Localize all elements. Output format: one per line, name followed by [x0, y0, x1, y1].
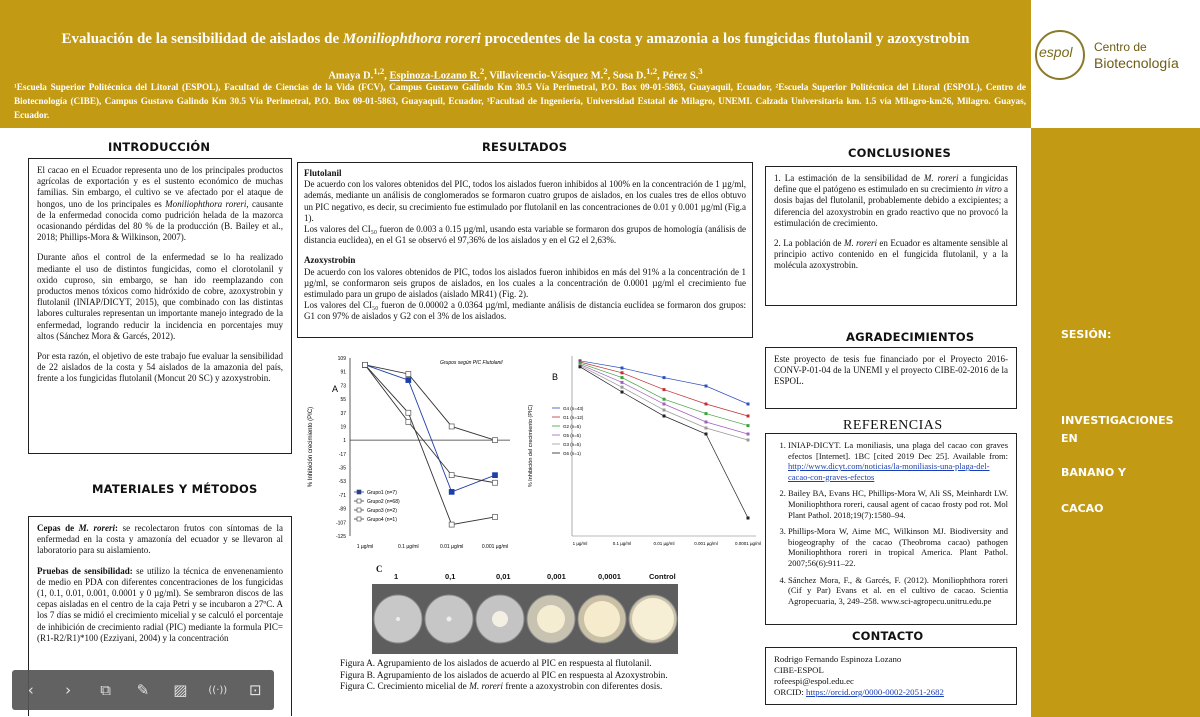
mycelium-growth [396, 617, 400, 621]
figure-b-point [747, 424, 750, 427]
session-line4: CACAO [1061, 502, 1104, 515]
figure-b-legend-label: G5 (n=5) [563, 433, 581, 438]
contact-box [765, 647, 1017, 705]
heading-referencias: REFERENCIAS [843, 418, 943, 433]
figure-b-point [747, 415, 750, 418]
figure-b-xtick: 0.01 µg/ml [653, 541, 675, 546]
figure-a-title: Grupos según PIC Flutolanil [440, 360, 503, 366]
figure-a-point [406, 419, 411, 424]
figure-b-point [621, 381, 624, 384]
reference-4: 4. Sánchez Mora, F., & Garcés, F. (2012). Moniliophthora roreri (Cif y Par) Evans et al. en el cultivo de cacao. Scientia Agropecuaria, 3, 249–258. www.sci-agropecu.unitru.edu.pe [788, 575, 1008, 607]
figure-a-ytick: 1 [343, 438, 346, 445]
screen-share-icon[interactable]: ⊡ [248, 681, 262, 699]
figure-b-point [747, 433, 750, 436]
hide-subtitles-icon[interactable]: ▨ [173, 681, 188, 699]
figure-c-label: C [376, 564, 383, 574]
conclusion-2: 2. La población de M. roreri en Ecuador es altamente sensible al principio activo contenido en el fungicida flutolanil, y a la molécula azoxystrobin. [774, 238, 1008, 271]
layout-icon[interactable]: ⧉ [100, 681, 111, 699]
heading-introduccion: INTRODUCCIÓN [108, 140, 211, 154]
figure-b-point [621, 386, 624, 389]
poster-header [0, 0, 1031, 128]
figure-a-point [406, 410, 411, 415]
mycelium-growth [584, 601, 620, 637]
figure-a-ytick: -35 [338, 465, 346, 472]
conclusion-1: 1. La estimación de la sensibilidad de M. roreri a fungicidas define que el patógeno es estimulado en su crecimiento in vitro a dosis bajas del flutolanil, probablemente debido a excipientes; a diferencia del azoxystrobin en grado reactivo que no provocó la estimulación de crecimiento. [774, 173, 1009, 228]
figure-a-series-line [365, 365, 495, 483]
reference-3: 3. Phillips-Mora W, Aime MC, Wilkinson MJ. Biodiversity and biogeography of the cacao (Theobroma cacao) pathogen Moniliophthora roreri in tropical America. Plant Pathol. 2007;56(6):911–22. [788, 526, 1008, 568]
reference-1-link[interactable]: http://www.dicyt.com/noticias/la-moniliasis-una-plaga-del-cacao-con-graves-efectos [788, 461, 990, 482]
figure-a-point [493, 473, 498, 478]
figure-a-legend-marker [357, 517, 361, 521]
figure-c-dose-labels [380, 572, 680, 584]
pen-icon[interactable]: ✎ [136, 681, 150, 699]
reference-1: 1. INIAP-DICYT. La moniliasis, una plaga del cacao con graves efectos [Internet]. 1BC [cited 2019 Dec 25]. Available from: http://www.dicyt.com/noticias/la-moniliasis-una-plaga-del-cacao-con-graves-efectos [788, 440, 1008, 482]
azoxystrobin-paragraph-1: De acuerdo con los valores obtenidos de PIC, todos los aislados fueron inhibidos en más del 91% a la concentración de 1 µg/ml, se conformaron seis grupos de aislados, en los cuales a la concentración de 0.0001 µg/ml el crecimiento fue estimulado para un grupo de aislados (aislado MR41) (Fig. 2). [304, 266, 746, 300]
figure-b-legend-label: G3 (n=5) [563, 442, 581, 447]
cibe-logo-line1: Centro de [1094, 40, 1147, 54]
figure-b-legend-label: G6 (n=1) [563, 451, 581, 456]
figure-captions [340, 659, 760, 694]
figure-b-legend-label: G4 (n=43) [563, 406, 584, 411]
cibe-logo-line2: Biotecnología [1094, 55, 1179, 71]
figure-a-xtick: 0.001 µg/ml [481, 544, 509, 550]
figure-b-xtick: 0.0001 µg/ml [734, 541, 762, 546]
caption-a: Figura A. Agrupamiento de los aislados de acuerdo al PIC en respuesta al flutolanil. [340, 659, 652, 669]
figure-a-legend-label: Grupo2 (n=68) [367, 499, 400, 505]
dose-label: Control [649, 572, 676, 581]
figure-a-ytick: 55 [340, 397, 346, 404]
figure-b-point [621, 376, 624, 379]
poster-authors: Amaya D.$^{1,2}$, Espinoza-Lozano R.$^2$, Villavicencio-Vásquez M.$^2$, Sosa D.$^{1,2}$, Pérez S.$^3$ [328, 66, 703, 82]
figure-b-point [705, 421, 708, 424]
flutolanil-heading: Flutolanil [304, 168, 342, 178]
figure-b-point [663, 398, 666, 401]
mycelium-growth [447, 617, 452, 622]
espol-logo-text: espol [1039, 44, 1073, 60]
intro-paragraph-2: Durante años el control de la enfermedad se lo ha realizado mediante el uso de distintos fungicidas, como el clorotolanil y oxido cuproso, sin embargo, se han ido reemplazando con productos menos tóxicos como hidróxido de cobre, azoxystrobin y flutolanil (INIAP/DICYT, 2015), que combinado con las distintas labores culturales representan un importante manejo integrado de la enfermedad, logrando reducir la incidencia en porcentajes muy altos (Sánchez Mora & Garcés, 2012). [37, 252, 283, 341]
figure-a-point [363, 362, 368, 367]
figure-a-ytick: -125 [335, 534, 346, 540]
figure-a-point [493, 480, 498, 485]
reference-2: 2. Bailey BA, Evans HC, Phillips-Mora W, Ali SS, Meinhardt LW. Moniliophthora roreri, causal agent of cacao frosty pod rot. Mol Plant Pathol. 2018;19(7):1580–94. [788, 488, 1008, 520]
figure-b-point [705, 412, 708, 415]
contact-org: CIBE-ESPOL [774, 665, 824, 675]
intro-paragraph-3: Por esta razón, el objetivo de este trabajo fue evaluar la sensibilidad de 22 aislados de la costa y 54 aislados de la amazonia del país, frente a los fungicidas flutolanil (Moncut 20 SC) y azoxystrobin. [37, 351, 283, 384]
mycelium-growth [492, 611, 508, 627]
conclusions-box [765, 166, 1017, 306]
figure-a-point [449, 489, 454, 494]
dose-label: 0,01 [496, 572, 511, 581]
figure-a-legend-label: Grupo3 (n=2) [367, 508, 397, 514]
figure-a-ytick: -17 [338, 451, 346, 458]
figure-b-legend-label: G1 (n=12) [563, 415, 584, 420]
figure-b-xtick: 1 µg/ml [572, 541, 588, 546]
figure-a-chart [300, 346, 520, 556]
figure-b-point [705, 385, 708, 388]
materials-paragraph-1: Cepas de M. roreri: se recolectaron frutos con síntomas de la enfermedad en la costa y amazonía del ecuador y se llevaron al laboratorio para su aislamiento. [37, 523, 283, 556]
figure-a-ytick: -53 [338, 479, 346, 486]
heading-resultados: RESULTADOS [482, 140, 568, 154]
caption-b: Figura B. Agrupamiento de los aislados de acuerdo al PIC en respuesta al Azoxystrobin. [340, 670, 668, 681]
figure-a-point [493, 438, 498, 443]
figure-a-xtick: 1 µg/ml [356, 544, 374, 550]
dose-label: 0,0001 [598, 572, 621, 581]
figure-a-legend-label: Grupo4 (n=1) [367, 517, 397, 523]
figure-b-point [621, 371, 624, 374]
next-slide-button[interactable]: › [65, 681, 72, 699]
flutolanil-paragraph-1: De acuerdo con los valores obtenidos del PIC, todos los aislados fueron inhibidos al 100% en la concentración de 1 µg/ml, además, mediante un análisis de conglomerados se formaron cuatro grupos de aislados, en los cuales tres de ellos obtuvo un PIC negativo, es decir, su crecimiento fue estimulado por flutolanil en las concentraciones de 0.01 y 0.001 µg/ml (Fig.a 1). [304, 179, 746, 223]
figure-a-point [449, 473, 454, 478]
dose-label: 0,001 [547, 572, 566, 581]
figure-b-ylabel: % Inhibición del crecimiento (PIC) [528, 404, 534, 488]
presentation-toolbar [12, 670, 274, 710]
references-box [765, 433, 1017, 625]
session-line3: BANANO Y [1061, 466, 1126, 479]
figure-a-ytick: -89 [338, 506, 346, 513]
figure-b-series-line [580, 361, 748, 404]
poster-affiliations: ¹Escuela Superior Politécnica del Litoral (ESPOL), Facultad de Ciencias de la Vida (FCV), Campus Gustavo Galindo Km 30.5 Vía Perimetral, P.O. Box 09-01-5863, Guayaquil, Ecuador, ²Escuela Superior Politécnica del Litoral (ESPOL), Centro de Biotecnología (CIBE), Campus Gustavo Galindo Km 30.5 Vía Perimetral, P.O. Box 09-01-5863, Guayaquil, Ecuador, ³Facultad de Ingeniería, Universidad Estatal de Milagro, UNEMI. Calzada Universitaria km. 1.5 vía Milagro-km26, Milagro. Guayas, Ecuador. [14, 82, 1026, 120]
figure-a-ytick: 109 [337, 356, 346, 362]
figure-a-point [493, 514, 498, 519]
figure-b-point [747, 403, 750, 406]
poster-title: Evaluación de la sensibilidad de aislados de Moniliophthora roreri procedentes de la costa y amazonia a los fungicidas flutolanil y azoxystrobin [61, 31, 970, 47]
session-line1: INVESTIGACIONES [1061, 414, 1174, 427]
figure-a-ytick: 19 [340, 424, 346, 431]
figure-b-point [621, 391, 624, 394]
figure-a-xtick: 0.01 µg/ml [439, 544, 464, 550]
figure-c-petri-photo [372, 584, 678, 654]
heading-contacto: CONTACTO [852, 629, 924, 643]
figure-b-point [747, 517, 750, 520]
figure-a-ytick: 73 [340, 383, 346, 390]
figure-b-point [663, 388, 666, 391]
figure-a-legend-marker [357, 508, 361, 512]
figure-b-point [663, 403, 666, 406]
heading-agradecimientos: AGRADECIMIENTOS [846, 330, 975, 344]
figure-b-point [579, 365, 582, 368]
figure-a-point [406, 371, 411, 376]
previous-slide-button[interactable]: ‹ [27, 681, 34, 699]
mycelium-growth [632, 598, 674, 640]
figure-b-point [705, 403, 708, 406]
contact-email: rofeespi@espol.edu.ec [774, 676, 854, 686]
azoxystrobin-heading: Azoxystrobin [304, 255, 356, 266]
figure-b-point [705, 433, 708, 436]
figure-b-point [705, 427, 708, 430]
figure-b-panel-label: B [552, 372, 559, 382]
materials-paragraph-2: Pruebas de sensibilidad: se utilizo la técnica de envenenamiento de medio en PDA con diferentes concentraciones de los fungicidas (1, 0.1, 0.01, 0.001, 0.0001 y 0 µg/ml). Se sembraron discos de las cepas aisladas en el centro de la caja Petri y se incubaron a 27ºC. A los 7 días se midió el crecimiento micelial y se calculó el porcentaje de inhibición de crecimiento radial (PIC) mediante la formula PIC= (R1-R2/R1)*100 (Ezziyani, 2004) y la concentración [37, 565, 283, 643]
intro-box [28, 158, 292, 454]
figure-a-ytick: 37 [340, 410, 346, 417]
session-sidebar [1031, 128, 1200, 717]
heading-conclusiones: CONCLUSIONES [848, 146, 952, 160]
caption-c: Figura C. Crecimiento micelial de M. roreri frente a azoxystrobin con diferentes dosis. [340, 682, 663, 693]
contact-orcid: ORCID: https://orcid.org/0000-0002-2051-2682 [774, 687, 944, 697]
session-label: SESIÓN: [1061, 328, 1112, 341]
figure-a-series-line [365, 365, 495, 492]
azoxystrobin-paragraph-2: Los valores del CI₅₀ fueron de 0.00002 a 0.0364 µg/ml, mediante análisis de distancia euclídea se formaron dos grupos: G1 con 97% de aislados y G2 con el 3% de los aislados. [304, 300, 746, 322]
figure-a-point [406, 378, 411, 383]
mycelium-growth [537, 605, 565, 633]
figure-a-xtick: 0.1 µg/ml [397, 544, 419, 550]
results-box [297, 162, 753, 338]
figure-a-legend-marker [357, 490, 361, 494]
thanks-box: Este proyecto de tesis fue financiado por el Proyecto 2016-CONV-P-01-04 de la UNEMI y el proyecto CIBE-02-2016 de la ESPOL. [765, 347, 1017, 409]
heading-materiales: MATERIALES Y MÉTODOS [92, 482, 258, 496]
figure-a-legend-marker [357, 499, 361, 503]
figure-a-point [449, 522, 454, 527]
flutolanil-paragraph-2: Los valores del CI₅₀ fueron de 0.003 a 0.15 µg/ml, usando esta variable se formaron dos grupos de homología (análisis de distancia euclidea), en el G1 se observó el 97,36% de los aislados y en el G2 el 2,63%. [304, 224, 746, 246]
dose-label: 1 [394, 572, 399, 581]
figure-b-legend-label: G2 (n=5) [563, 424, 581, 429]
dose-label: 0,1 [445, 572, 456, 581]
contact-name: Rodrigo Fernando Espinoza Lozano [774, 654, 902, 664]
intro-paragraph-1: El cacao en el Ecuador representa uno de los principales productos agrícolas de exportación y es el sustento económico de muchas familias. Sin embargo, el cultivo se ve afectado por el ataque de hongos, uno de los principales es Moniliophthora roreri, causante de la enfermedad conocida como pudrición helada de la mazorca ocasionando pérdidas del 80 % de la producción (B. Bailey et al., 2018; Phillips-Mora & Wilkinson, 2007). [37, 165, 283, 243]
figure-a-legend-label: Grupo1 (n=7) [367, 490, 397, 496]
figure-b-xtick: 0.1 µg/ml [612, 541, 632, 546]
orcid-link[interactable]: https://orcid.org/0000-0002-2051-2682 [806, 687, 944, 697]
figure-b-point [663, 376, 666, 379]
figure-b-point [663, 409, 666, 412]
figure-a-point [449, 424, 454, 429]
figure-b-xtick: 0.001 µg/ml [694, 541, 718, 546]
figure-a-ytick: -71 [338, 492, 346, 499]
figure-b-point [747, 439, 750, 442]
figure-a-series-line [365, 365, 495, 440]
figure-a-ytick: 91 [340, 369, 346, 376]
figure-a-ylabel: % Inhibición crecimiento (PIC) [308, 406, 314, 488]
figure-b-point [621, 367, 624, 370]
audio-icon[interactable]: ((·)) [208, 684, 228, 696]
figure-b-point [663, 415, 666, 418]
session-line2: EN [1061, 432, 1078, 445]
figure-b-chart [510, 346, 766, 556]
figure-a-panel-label: A [332, 384, 339, 394]
figure-a-ytick: -107 [335, 520, 346, 527]
